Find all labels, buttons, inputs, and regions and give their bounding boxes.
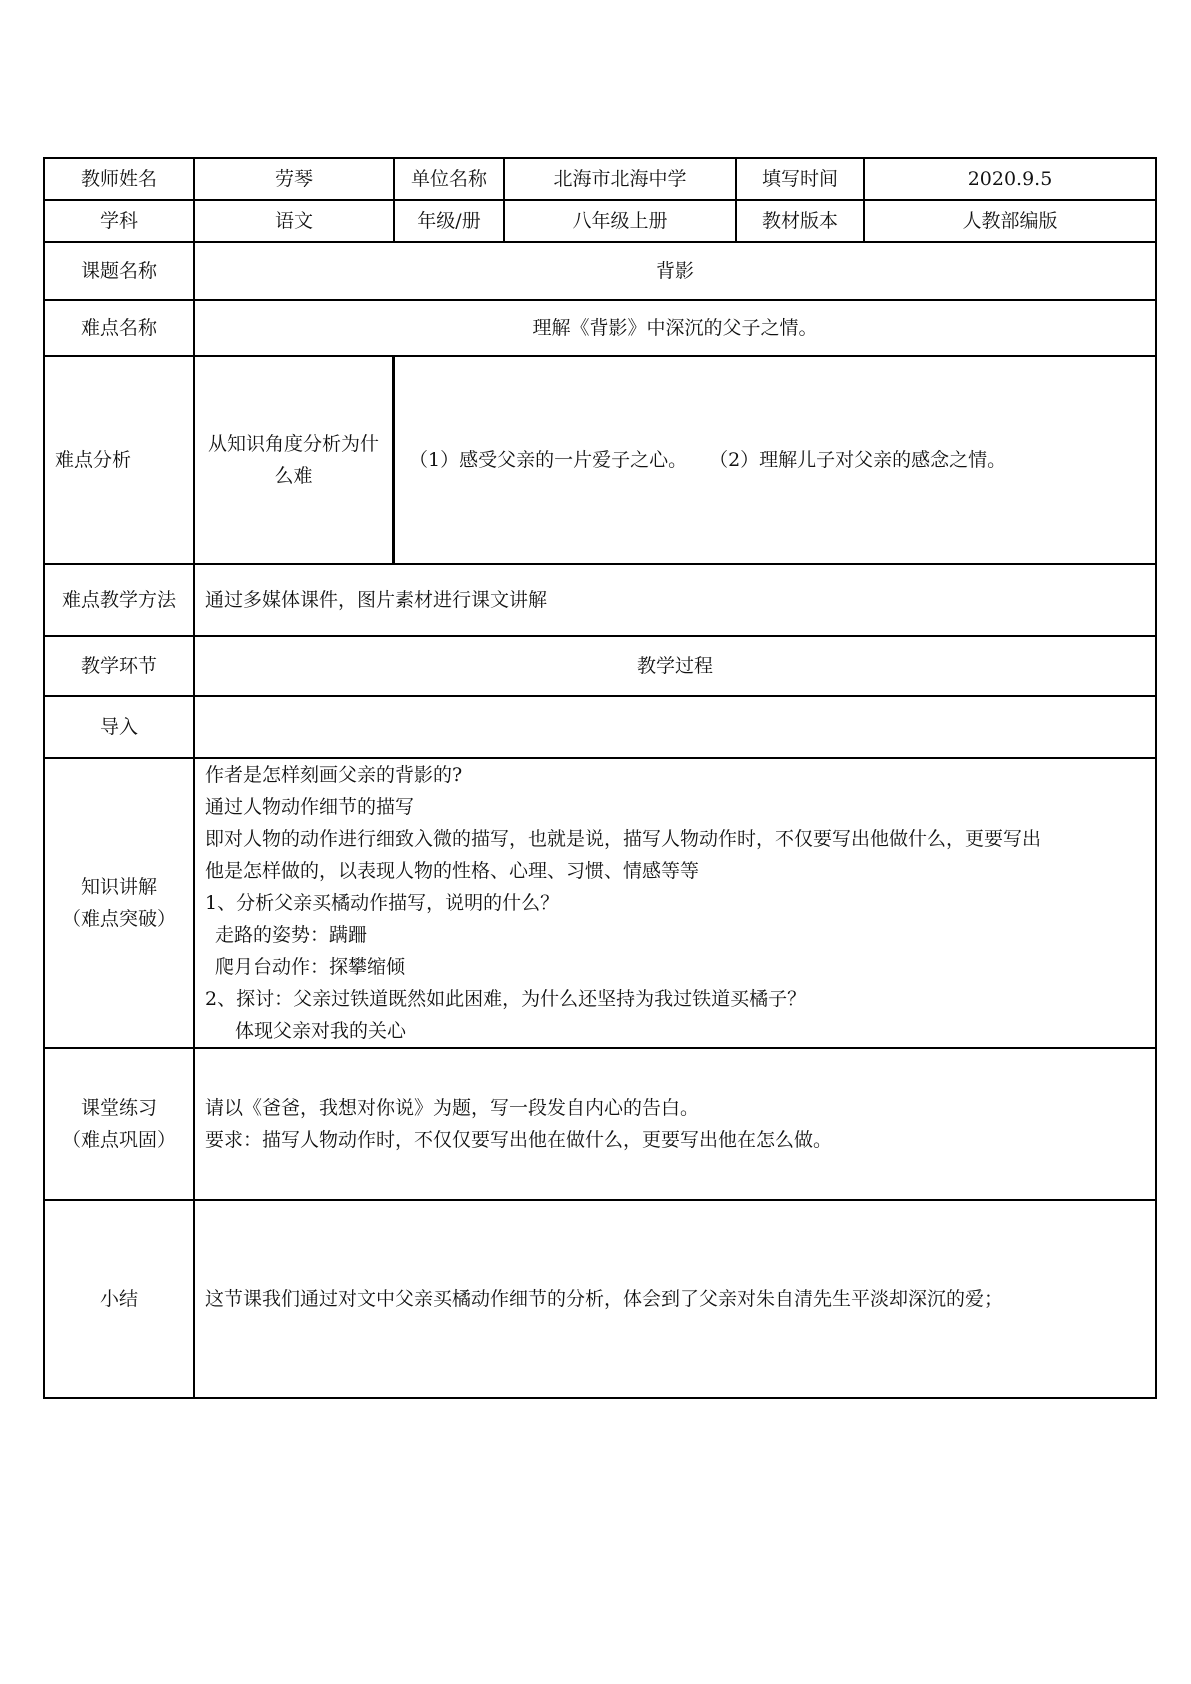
practice-line-1: 请以《爸爸，我想对你说》为题，写一段发自内心的告白。 bbox=[205, 1097, 700, 1119]
topic-label: 课题名称 bbox=[44, 242, 194, 300]
practice-line-2: 要求：描写人物动作时，不仅仅要写出他在做什么，更要写出他在怎么做。 bbox=[205, 1129, 833, 1151]
edition-value: 人教部编版 bbox=[864, 200, 1156, 242]
date-value: 2020.9.5 bbox=[864, 158, 1156, 200]
summary-row bbox=[44, 1200, 1156, 1398]
practice-label bbox=[44, 1048, 194, 1200]
knowledge-line: 2、探讨：父亲过铁道既然如此困难，为什么还坚持为我过铁道买橘子？ bbox=[205, 988, 807, 1010]
edition-label: 教材版本 bbox=[736, 200, 864, 242]
knowledge-line: 他是怎样做的，以表现人物的性格、心理、习惯、情感等等 bbox=[205, 860, 700, 882]
analysis-content bbox=[194, 356, 1156, 564]
knowledge-line: 爬月台动作：探攀缩倾 bbox=[215, 956, 406, 978]
analysis-row bbox=[44, 356, 1156, 564]
method-label: 难点教学方法 bbox=[44, 564, 194, 636]
summary-label: 小结 bbox=[44, 1200, 194, 1398]
teacher-label: 教师姓名 bbox=[44, 158, 194, 200]
grade-value: 八年级上册 bbox=[504, 200, 736, 242]
knowledge-label bbox=[44, 758, 194, 1048]
intro-row bbox=[44, 696, 1156, 758]
lesson-plan-table bbox=[43, 157, 1157, 1399]
process-header-row bbox=[44, 636, 1156, 696]
analysis-sub-label: 从知识角度分析为什么难 bbox=[195, 357, 395, 563]
date-label: 填写时间 bbox=[736, 158, 864, 200]
subject-label: 学科 bbox=[44, 200, 194, 242]
intro-label: 导入 bbox=[44, 696, 194, 758]
difficulty-row bbox=[44, 300, 1156, 356]
knowledge-line: 即对人物的动作进行细致入微的描写，也就是说，描写人物动作时，不仅要写出他做什么，更要写出 bbox=[205, 828, 1042, 850]
practice-label-line-1: 课堂练习 bbox=[80, 1097, 157, 1119]
analysis-point-2: （2）理解儿子对父亲的感念之情。 bbox=[709, 449, 1007, 471]
knowledge-line: 通过人物动作细节的描写 bbox=[205, 796, 415, 818]
header-row-1 bbox=[44, 158, 1156, 200]
knowledge-row bbox=[44, 758, 1156, 1048]
knowledge-label-line-1: 知识讲解 bbox=[80, 876, 157, 898]
knowledge-label-line-2: （难点突破） bbox=[61, 908, 176, 930]
subject-value: 语文 bbox=[194, 200, 394, 242]
practice-row bbox=[44, 1048, 1156, 1200]
unit-label: 单位名称 bbox=[394, 158, 504, 200]
header-row-2 bbox=[44, 200, 1156, 242]
unit-value: 北海市北海中学 bbox=[504, 158, 736, 200]
intro-value bbox=[194, 696, 1156, 758]
process-label: 教学环节 bbox=[44, 636, 194, 696]
method-value: 通过多媒体课件，图片素材进行课文讲解 bbox=[194, 564, 1156, 636]
grade-label: 年级/册 bbox=[394, 200, 504, 242]
analysis-points bbox=[395, 357, 1155, 563]
knowledge-line: 体现父亲对我的关心 bbox=[235, 1020, 407, 1042]
knowledge-line: 1、分析父亲买橘动作描写，说明的什么？ bbox=[205, 892, 560, 914]
method-row bbox=[44, 564, 1156, 636]
topic-value: 背影 bbox=[194, 242, 1156, 300]
topic-row bbox=[44, 242, 1156, 300]
summary-value: 这节课我们通过对文中父亲买橘动作细节的分析，体会到了父亲对朱自清先生平淡却深沉的爱； bbox=[194, 1200, 1156, 1398]
practice-label-line-2: （难点巩固） bbox=[61, 1129, 176, 1151]
difficulty-label: 难点名称 bbox=[44, 300, 194, 356]
practice-content bbox=[194, 1048, 1156, 1200]
knowledge-content bbox=[194, 758, 1156, 1048]
knowledge-line: 走路的姿势：蹒跚 bbox=[215, 924, 368, 946]
teacher-value: 劳琴 bbox=[194, 158, 394, 200]
analysis-label: 难点分析 bbox=[44, 356, 194, 564]
difficulty-value: 理解《背影》中深沉的父子之情。 bbox=[194, 300, 1156, 356]
analysis-point-1: （1）感受父亲的一片爱子之心。 bbox=[409, 449, 688, 471]
knowledge-line: 作者是怎样刻画父亲的背影的? bbox=[205, 764, 463, 786]
process-value: 教学过程 bbox=[194, 636, 1156, 696]
